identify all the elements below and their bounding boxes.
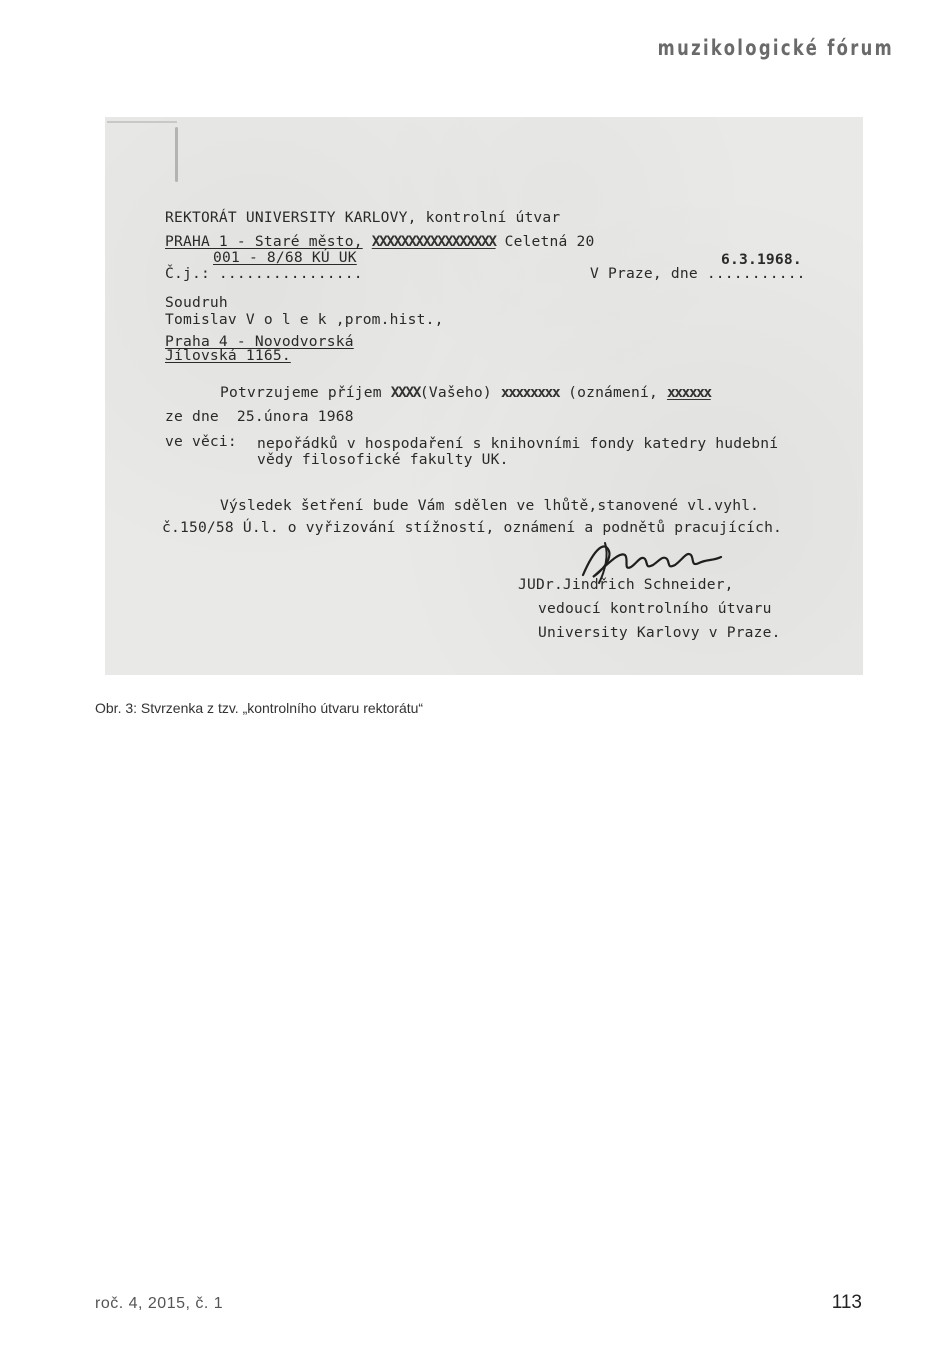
letter-date-line [165, 408, 354, 425]
letter-result-line1: Výsledek šetření bude Vám sdělen ve lhůtě,stanovené vl.vyhl. [220, 497, 760, 514]
letter-subject-line2: vědy filosofické fakulty UK. [257, 451, 509, 468]
letter-body1 [220, 384, 711, 401]
letter-address-prefix: PRAHA 1 - Staré město, [165, 233, 363, 250]
letter-recipient-name: Tomislav V o l e k ,prom.hist., [165, 311, 444, 328]
journal-title: muzikologické fórum [657, 36, 894, 60]
paper-crease-top [107, 121, 177, 123]
page-number: 113 [831, 1292, 862, 1313]
letter-subject-line1: nepořádků v hospodaření s knihovními fondy katedry hudební [257, 435, 779, 452]
letter-signer-org: University Karlovy v Praze. [538, 624, 781, 641]
letter-recipient-address2: Jílovská 1165. [165, 347, 291, 364]
letter-signer-name: JUDr.Jindřich Schneider, [518, 576, 734, 593]
letter-institution: REKTORÁT UNIVERSITY KARLOVY, kontrolní útvar [165, 209, 561, 226]
letter-date: 6.3.1968. [721, 251, 802, 268]
letter-result-line2: č.150/58 Ú.l. o vyřizování stížností, oznámení a podnětů pracujících. [162, 519, 783, 536]
letter-date-line-label: ze dne [165, 408, 219, 425]
letter-cj-label: Č.j.: ................ [165, 265, 363, 282]
paper-crease [175, 127, 178, 182]
letter-address-struck: XXXXXXXXXXXXXXXXX [371, 233, 496, 250]
letter-body1-part2: (Vašeho) [419, 384, 492, 401]
letter-subject-label: ve věci: [165, 433, 237, 450]
figure-caption: Obr. 3: Stvrzenka z tzv. „kontrolního útvaru rektorátu“ [95, 700, 424, 716]
footer-issue: roč. 4, 2015, č. 1 [95, 1295, 224, 1312]
document-photo [105, 117, 863, 675]
letter-address-line [165, 233, 594, 250]
letter-body1-struck3: xxxxxx [666, 384, 711, 401]
letter-body1-part3: (oznámení, [568, 384, 658, 401]
letter-recipient-address1: Praha 4 - Novodvorská [165, 333, 354, 350]
letter-body1-part1: Potvrzujeme příjem [220, 384, 382, 401]
letter-reference: 001 - 8/68 KÚ UK [213, 249, 357, 266]
letter-body1-struck1: XXXX [390, 384, 420, 401]
letter-body1-struck2: xxxxxxxx [500, 384, 560, 401]
letter-place-date-label: V Praze, dne ........... [590, 265, 806, 282]
letter-salutation: Soudruh [165, 294, 228, 311]
letter-address-street: Celetná 20 [504, 233, 595, 250]
letter-signer-title: vedoucí kontrolního útvaru [538, 600, 772, 617]
letter-date-line-value: 25.února 1968 [236, 408, 354, 425]
